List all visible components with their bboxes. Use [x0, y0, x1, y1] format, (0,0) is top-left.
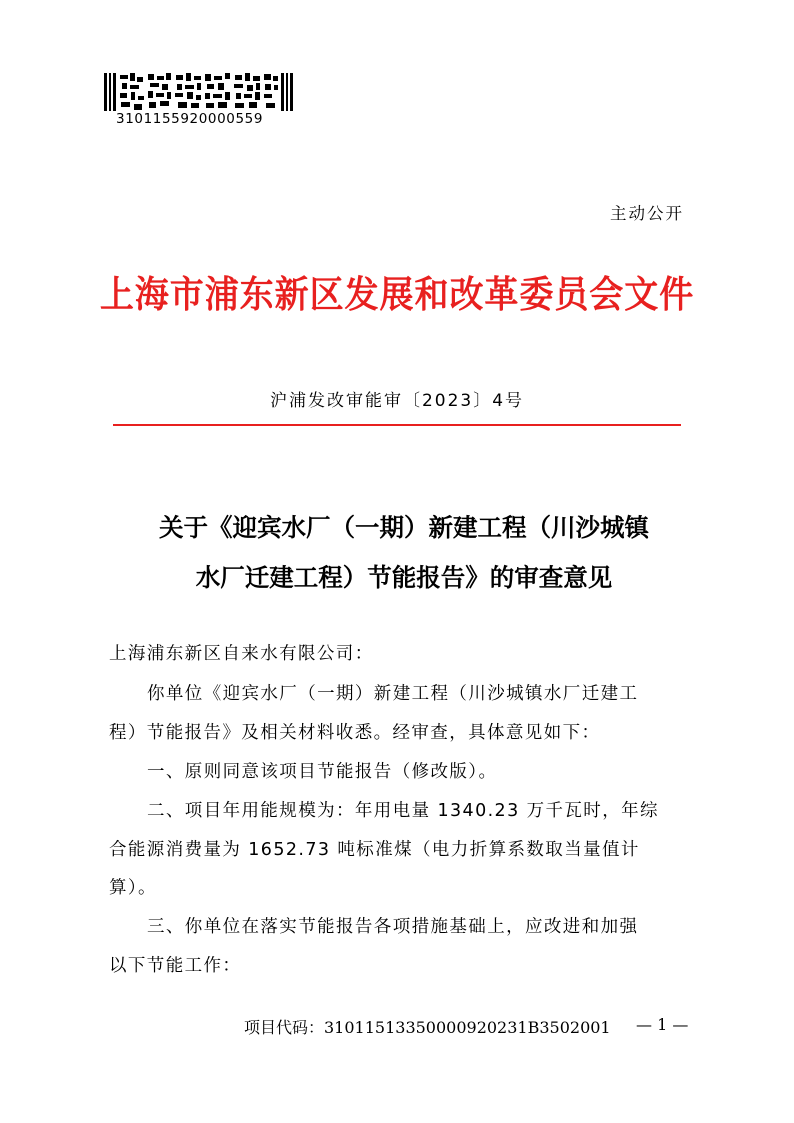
paragraph-3-line-1: 二、项目年用能规模为：年用电量 1340.23 万千瓦时，年综 [147, 801, 659, 821]
barcode-number: 3101155920000559 [116, 111, 264, 127]
paragraph-3-line-2: 合能源消费量为 1652.73 吨标准煤（电力折算系数取当量值计 [109, 840, 640, 860]
title-line-2: 水厂迁建工程）节能报告》的审查意见 [195, 563, 613, 592]
paragraph-4-line-1: 三、你单位在落实节能报告各项措施基础上，应改进和加强 [147, 917, 639, 937]
project-code: 项目代码：31011513350000920231B3502001 [244, 1018, 611, 1037]
document-number: 沪浦发改审能审〔2023〕4号 [269, 391, 525, 411]
page-number: — 1 — [636, 1015, 689, 1034]
red-divider [113, 424, 681, 426]
salutation: 上海浦东新区自来水有限公司： [109, 644, 374, 664]
paragraph-1-line-1: 你单位《迎宾水厂（一期）新建工程（川沙城镇水厂迁建工 [147, 684, 639, 704]
document-title [104, 503, 704, 603]
paragraph-4-line-2: 以下节能工作： [109, 956, 242, 976]
paragraph-2: 一、原则同意该项目节能报告（修改版）。 [147, 762, 498, 782]
paragraph-3-line-3: 算）。 [109, 878, 157, 898]
paragraph-1-line-2: 程）节能报告》及相关材料收悉。经审查，具体意见如下： [109, 723, 601, 743]
issuing-authority-header: 上海市浦东新区发展和改革委员会文件 [99, 272, 695, 316]
disclosure-label: 主动公开 [610, 204, 684, 223]
title-line-1: 关于《迎宾水厂（一期）新建工程（川沙城镇 [159, 513, 649, 542]
barcode-image [104, 73, 294, 111]
